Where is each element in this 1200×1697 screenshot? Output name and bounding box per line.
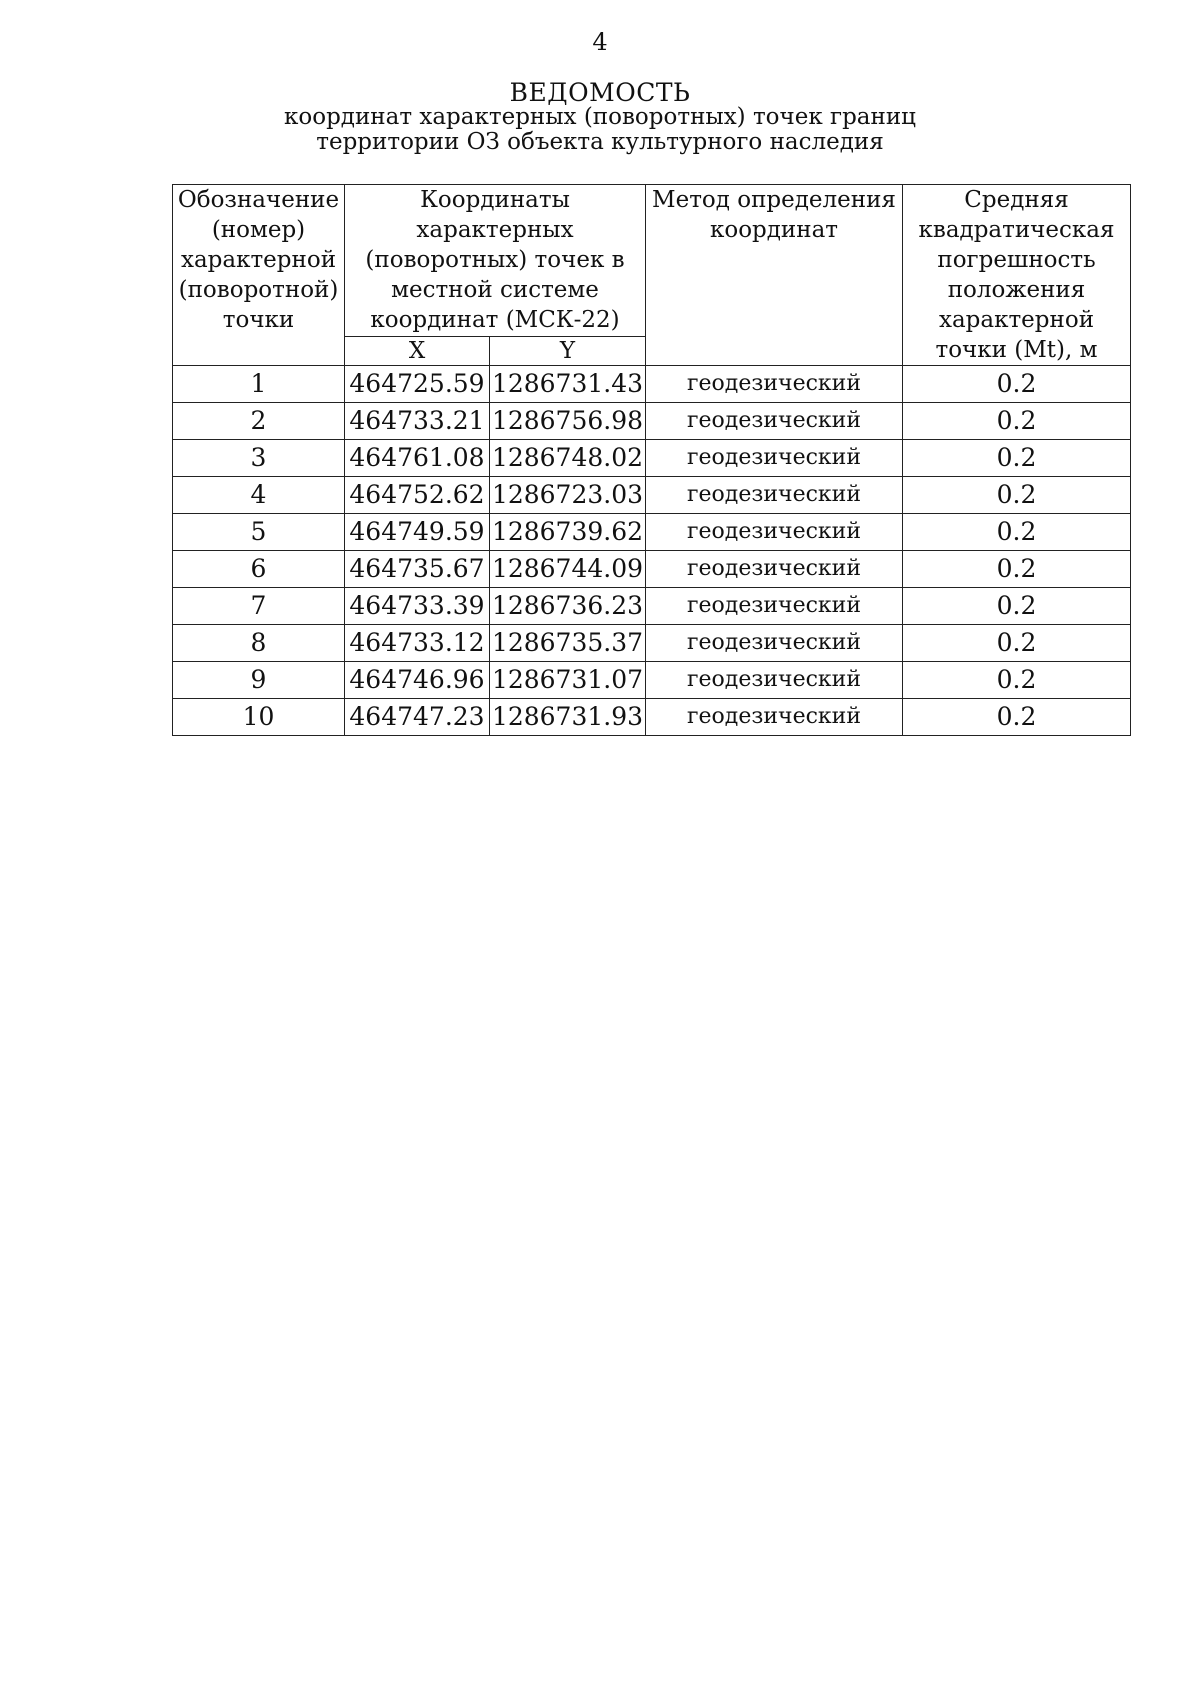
table-row xyxy=(173,662,1131,699)
coord-y: 1286723.03 xyxy=(490,477,646,514)
error: 0.2 xyxy=(903,477,1131,514)
error: 0.2 xyxy=(903,699,1131,736)
coord-x: 464752.62 xyxy=(345,477,490,514)
coord-y: 1286744.09 xyxy=(490,551,646,588)
coord-x: 464733.21 xyxy=(345,403,490,440)
error: 0.2 xyxy=(903,366,1131,403)
coord-y: 1286735.37 xyxy=(490,625,646,662)
method: геодезический xyxy=(646,588,903,625)
error: 0.2 xyxy=(903,514,1131,551)
point-number: 6 xyxy=(173,551,345,588)
coord-x: 464746.96 xyxy=(345,662,490,699)
coordinates-table xyxy=(172,184,1131,736)
coord-x: 464733.12 xyxy=(345,625,490,662)
document-title xyxy=(0,80,1200,155)
title-line-2: территории ОЗ объекта культурного наследия xyxy=(316,129,884,155)
method: геодезический xyxy=(646,625,903,662)
error: 0.2 xyxy=(903,403,1131,440)
point-number: 3 xyxy=(173,440,345,477)
table-row xyxy=(173,477,1131,514)
coord-y: 1286748.02 xyxy=(490,440,646,477)
method: геодезический xyxy=(646,662,903,699)
table-row xyxy=(173,366,1131,403)
method: геодезический xyxy=(646,477,903,514)
header-point-label: Обозначение (номер) характерной (поворотной) точки xyxy=(173,185,345,366)
point-number: 9 xyxy=(173,662,345,699)
method: геодезический xyxy=(646,699,903,736)
coord-x: 464733.39 xyxy=(345,588,490,625)
table-row xyxy=(173,551,1131,588)
coord-y: 1286736.23 xyxy=(490,588,646,625)
coord-x: 464735.67 xyxy=(345,551,490,588)
coord-x: 464749.59 xyxy=(345,514,490,551)
table-row xyxy=(173,514,1131,551)
coord-y: 1286731.93 xyxy=(490,699,646,736)
error: 0.2 xyxy=(903,551,1131,588)
table-row xyxy=(173,699,1131,736)
coord-x: 464725.59 xyxy=(345,366,490,403)
point-number: 7 xyxy=(173,588,345,625)
method: геодезический xyxy=(646,403,903,440)
point-number: 10 xyxy=(173,699,345,736)
error: 0.2 xyxy=(903,662,1131,699)
point-number: 1 xyxy=(173,366,345,403)
title-line-1: координат характерных (поворотных) точек границ xyxy=(284,104,916,130)
method: геодезический xyxy=(646,440,903,477)
method: геодезический xyxy=(646,551,903,588)
point-number: 2 xyxy=(173,403,345,440)
header-y-label: Y xyxy=(490,336,646,365)
table-row xyxy=(173,403,1131,440)
table-row xyxy=(173,625,1131,662)
page-number: 4 xyxy=(592,28,608,56)
method: геодезический xyxy=(646,514,903,551)
coord-y: 1286739.62 xyxy=(490,514,646,551)
header-coords-label: Координаты характерных (поворотных) точек в местной системе координат (МСК-22) xyxy=(345,185,646,337)
error: 0.2 xyxy=(903,440,1131,477)
coord-y: 1286756.98 xyxy=(490,403,646,440)
table-row xyxy=(173,440,1131,477)
coord-y: 1286731.43 xyxy=(490,366,646,403)
coord-x: 464761.08 xyxy=(345,440,490,477)
point-number: 5 xyxy=(173,514,345,551)
coord-y: 1286731.07 xyxy=(490,662,646,699)
table-row xyxy=(173,588,1131,625)
point-number: 4 xyxy=(173,477,345,514)
method: геодезический xyxy=(646,366,903,403)
coord-x: 464747.23 xyxy=(345,699,490,736)
error: 0.2 xyxy=(903,625,1131,662)
header-method-label: Метод определения координат xyxy=(646,185,903,366)
title-main: ВЕДОМОСТЬ xyxy=(509,78,691,107)
point-number: 8 xyxy=(173,625,345,662)
header-x-label: X xyxy=(345,336,490,365)
error: 0.2 xyxy=(903,588,1131,625)
header-error-label: Средняя квадратическая погрешность положения характерной точки (Mt), м xyxy=(903,185,1131,366)
